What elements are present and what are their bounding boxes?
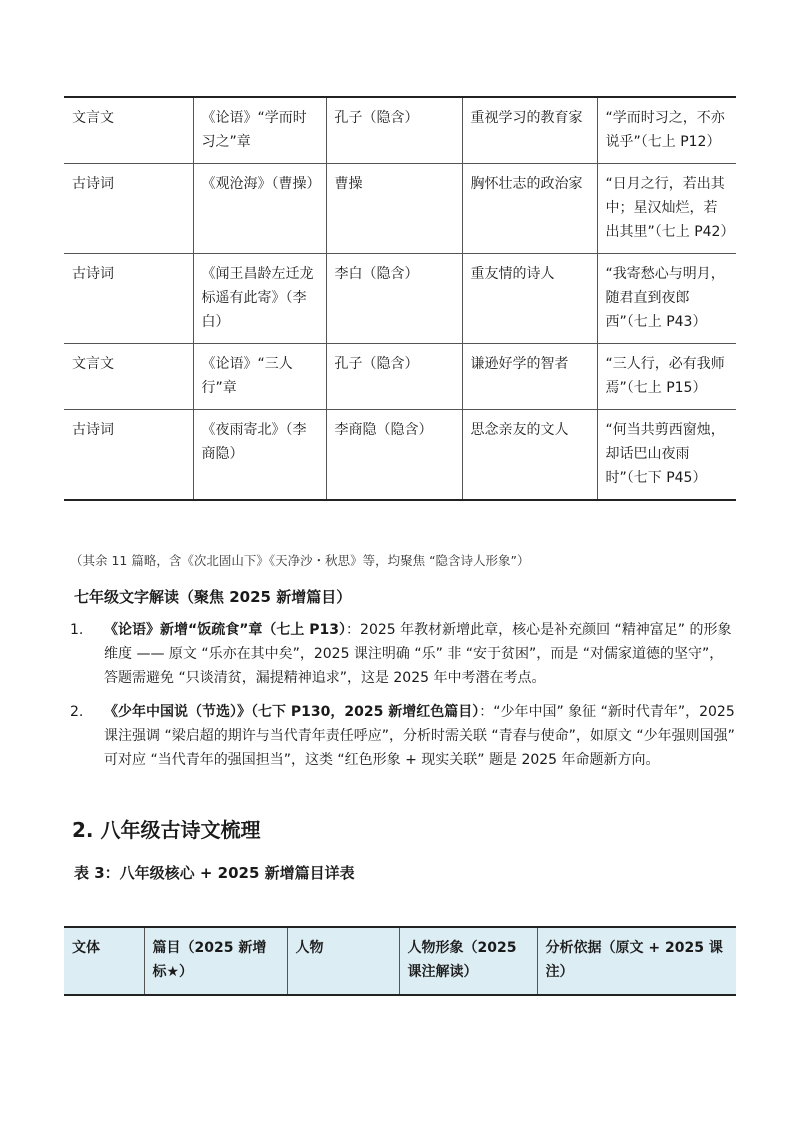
section-heading-grade7: 七年级文字解读（聚焦 2025 新增篇目） [74, 588, 352, 606]
table-footnote: （其余 11 篇略，含《次北固山下》《天净沙・秋思》等，均聚焦 “隐含诗人形象”） [70, 553, 530, 568]
table-cell: 《闻王昌龄左迁龙标遥有此寄》（李白） [193, 254, 326, 344]
table-header-row [64, 927, 736, 995]
list-number: 2. [70, 704, 84, 720]
list-item-lead: 《论语》新增“饭疏食”章（七上 P13） [104, 622, 347, 638]
table-cell: 《论语》“三人行”章 [193, 344, 326, 410]
table-row [64, 254, 736, 344]
table-cell: “三人行，必有我师焉”（七上 P15） [597, 344, 736, 410]
table-cell: 李白（隐含） [326, 254, 462, 344]
table-cell: 《观沧海》（曹操） [193, 164, 326, 254]
table-row [64, 344, 736, 410]
table-cell: 文言文 [64, 344, 193, 410]
table-cell: 《论语》“学而时习之”章 [193, 97, 326, 164]
table-cell: 重视学习的教育家 [462, 97, 597, 164]
column-header: 分析依据（原文 + 2025 课注） [537, 927, 736, 995]
table-caption: 表 3：八年级核心 + 2025 新增篇目详表 [74, 864, 355, 882]
table-row [64, 164, 736, 254]
table-cell: 文言文 [64, 97, 193, 164]
column-header: 人物 [287, 927, 399, 995]
column-header: 篇目（2025 新增标★） [144, 927, 287, 995]
list-item-body: ：“少年中国” 象征 “新时代青年”，2025 课注强调 “梁启超的期许与当代青年责任呼应”，分析时需关联 “青春与使命”，如原文 “少年强则国强” 可对应 “当代青年的强国担当”，这类 “红色形象 + 现实关联” 题是 2025 年命题新方向。 [104, 704, 735, 768]
table-cell: 李商隐（隐含） [326, 410, 462, 501]
table-cell: 胸怀壮志的政治家 [462, 164, 597, 254]
section-heading-grade8: 2. 八年级古诗文梳理 [72, 818, 261, 842]
table-row [64, 410, 736, 501]
table-cell: 古诗词 [64, 164, 193, 254]
table-cell: 孔子（隐含） [326, 344, 462, 410]
table-cell: 孔子（隐含） [326, 97, 462, 164]
table-cell: 古诗词 [64, 254, 193, 344]
list-item [70, 700, 736, 772]
table-cell: 《夜雨寄北》（李商隐） [193, 410, 326, 501]
table-cell: “日月之行，若出其中；星汉灿烂，若出其里”（七上 P42） [597, 164, 736, 254]
table-cell: “何当共剪西窗烛，却话巴山夜雨时”（七下 P45） [597, 410, 736, 501]
column-header: 文体 [64, 927, 144, 995]
table-cell: 思念亲友的文人 [462, 410, 597, 501]
grade7-analysis-list [70, 618, 736, 782]
list-item-body: ：2025 年教材新增此章，核心是补充颜回 “精神富足” 的形象维度 —— 原文 “乐亦在其中矣”，2025 课注明确 “乐” 非 “安于贫困”，而是 “对儒家道德的坚守”，答题需避免 “只谈清贫，漏提精神追求”，这是 2025 年中考潜在考点。 [104, 622, 732, 686]
poetry-table-grade8 [64, 926, 736, 996]
list-item [70, 618, 736, 690]
table-row [64, 97, 736, 164]
table-cell: 谦逊好学的智者 [462, 344, 597, 410]
table-cell: “学而时习之，不亦说乎”（七上 P12） [597, 97, 736, 164]
table-cell: 古诗词 [64, 410, 193, 501]
list-item-lead: 《少年中国说（节选）》（七下 P130，2025 新增红色篇目） [104, 704, 480, 720]
poetry-table-grade7 [64, 96, 736, 501]
list-number: 1. [70, 622, 84, 638]
column-header: 人物形象（2025 课注解读） [399, 927, 537, 995]
table-cell: “我寄愁心与明月，随君直到夜郎西”（七上 P43） [597, 254, 736, 344]
table-cell: 曹操 [326, 164, 462, 254]
table-cell: 重友情的诗人 [462, 254, 597, 344]
